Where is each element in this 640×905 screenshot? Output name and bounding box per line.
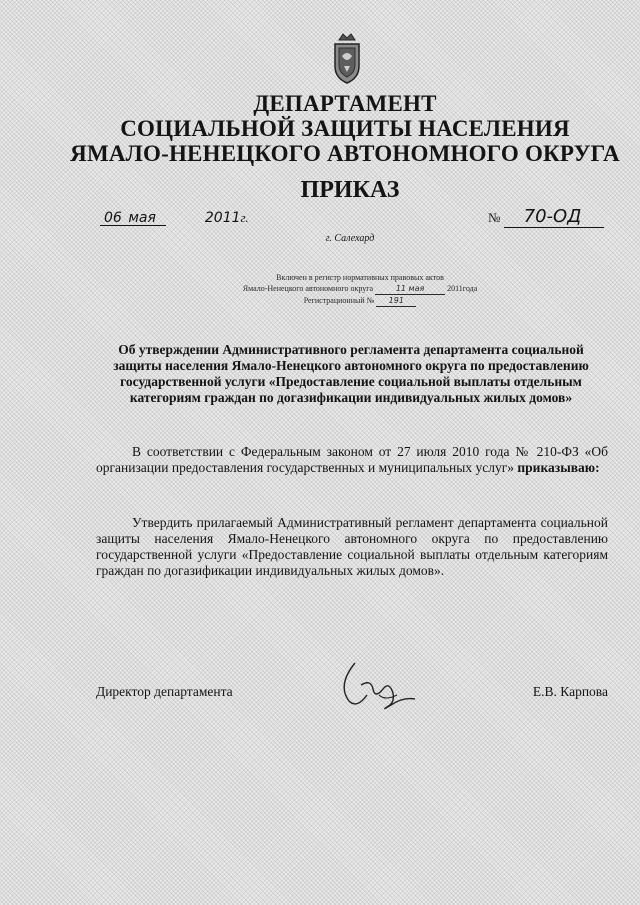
department-name-line1: ДЕПАРТАМЕНТ [253, 91, 437, 116]
registry-line1: Включен в регистр нормативных правовых актов [276, 273, 444, 282]
order-subject: Об утверждении Административного регламента департамента социальной защиты населения Ямало-Ненецкого автономного округа по предоставлению государственной услуги «Предоставление социальной выплаты отдельным категориям граждан по догазификации индивидуальных жилых домов» [113, 342, 589, 405]
registry-line2 [180, 283, 540, 295]
command-word: приказываю: [517, 460, 600, 475]
order-date-year: 2011 [204, 210, 241, 226]
order-title: ПРИКАЗ [300, 177, 400, 203]
signatory-position: Директор департамента [96, 684, 233, 699]
order-number-value: 70-ОД [504, 206, 604, 228]
order-date-month: мая [128, 210, 156, 226]
order-number [488, 206, 604, 228]
registry-number-value: 191 [376, 295, 416, 307]
registry-stamp [180, 272, 540, 307]
order-date-suffix: г. [240, 210, 249, 225]
registry-line3 [180, 295, 540, 307]
registry-number-prefix: Регистрационный № [303, 296, 375, 305]
order-text: Утвердить прилагаемый Административный регламент департамента социальной защиты населения Ямало-Ненецкого автономного округа по предоставлению государственной услуги «Предоставление социальной выплаты отдельным категориям граждан по догазификации индивидуальных жилых домов». [96, 515, 608, 578]
preamble-text: В соответствии с Федеральным законом от 27 июля 2010 года № 210-ФЗ «Об организации предоставления государственных и муниципальных услуг» [96, 444, 608, 475]
registry-year: 2011 [447, 284, 463, 293]
order-city: г. Салехард [325, 233, 375, 244]
signatory-name: Е.В. Карпова [532, 684, 608, 699]
order-paragraph [96, 515, 608, 579]
order-date-day: 06 [104, 210, 122, 226]
registry-line2-prefix: Ямало-Ненецкого автономного округа [242, 284, 374, 293]
department-name-line2: СОЦИАЛЬНОЙ ЗАЩИТЫ НАСЕЛЕНИЯ [120, 116, 570, 141]
preamble-paragraph [96, 444, 608, 476]
order-date [100, 210, 249, 226]
handwritten-signature [335, 655, 425, 715]
order-number-prefix: № [488, 210, 501, 225]
department-name-line3: ЯМАЛО-НЕНЕЦКОГО АВТОНОМНОГО ОКРУГА [70, 141, 620, 166]
registry-date: 11 мая [375, 283, 445, 295]
registry-year-suffix: года [462, 284, 478, 293]
coat-of-arms-emblem [327, 30, 367, 86]
